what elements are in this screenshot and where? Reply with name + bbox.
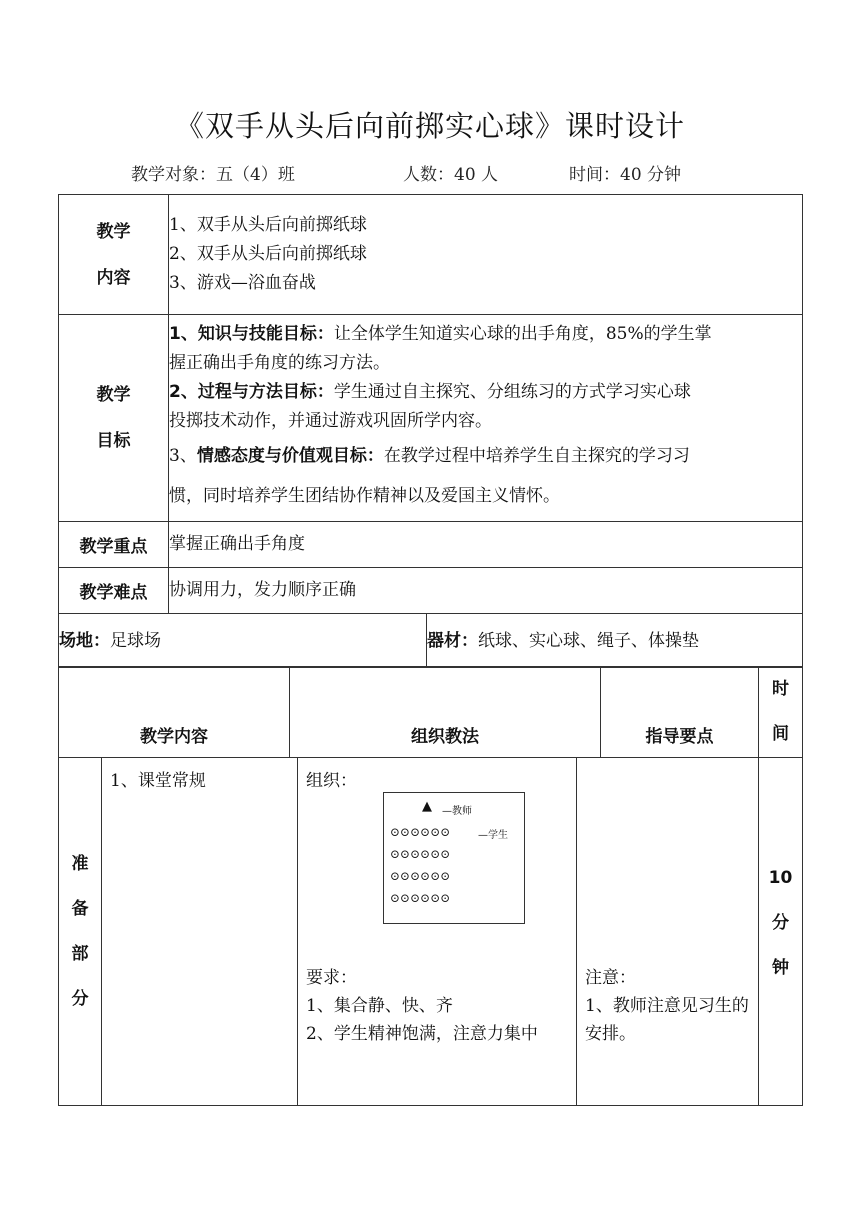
goals-row	[59, 315, 803, 522]
goal-3-prefix: 3、	[169, 446, 197, 466]
prep-content: 1、课堂常规	[102, 758, 298, 1106]
goal-2-text: 学生通过自主探究、分组练习的方式学习实心球	[333, 382, 691, 402]
prep-time: 10 分 钟	[759, 758, 803, 1106]
requirements-label: 要求：	[306, 968, 357, 988]
equipment-cell	[427, 614, 803, 668]
student-row: ⊙⊙⊙⊙⊙⊙	[390, 825, 451, 839]
difficulty-text: 协调用力，发力顺序正确	[169, 568, 803, 614]
requirement-item: 2、学生精神饱满，注意力集中	[306, 1024, 538, 1044]
column-header-row	[59, 667, 803, 758]
goal-3-text: 在教学过程中培养学生自主探究的学习习	[383, 446, 690, 466]
key-point-text: 掌握正确出手角度	[169, 522, 803, 568]
teacher-icon: ▲	[422, 799, 432, 814]
col-method-header: 组织教法	[290, 667, 601, 758]
key-point-header: 教学重点	[59, 522, 169, 568]
col-content-header: 教学内容	[59, 667, 290, 758]
content-item: 2、双手从头后向前掷纸球	[169, 244, 367, 264]
equipment-value: 纸球、实心球、绳子、体操垫	[478, 631, 699, 651]
lesson-time: 时间：40 分钟	[569, 165, 682, 185]
formation-diagram	[383, 792, 525, 924]
goals-header: 教学 目标	[59, 315, 169, 522]
student-legend: —学生	[478, 830, 508, 841]
content-item: 1、双手从头后向前掷纸球	[169, 215, 367, 235]
prep-section-label: 准 备 部 分	[59, 758, 102, 1106]
goal-1-text: 让全体学生知道实心球的出手角度，85%的学生掌	[333, 324, 712, 344]
note-line: 安排。	[585, 1024, 636, 1044]
content-item: 3、游戏—浴血奋战	[169, 273, 316, 293]
requirement-item: 1、集合静、快、齐	[306, 996, 453, 1016]
audience-label: 教学对象：五（4）班	[131, 165, 295, 185]
student-row: ⊙⊙⊙⊙⊙⊙	[390, 869, 451, 883]
student-row: ⊙⊙⊙⊙⊙⊙	[390, 891, 451, 905]
difficulty-row	[59, 568, 803, 614]
column-header-table	[58, 666, 803, 758]
venue-equipment-row	[59, 614, 803, 668]
content-list	[169, 195, 803, 315]
student-count: 人数：40 人	[403, 165, 499, 185]
goals-text	[169, 315, 803, 522]
prep-guidance	[577, 758, 759, 1106]
content-row	[59, 195, 803, 315]
venue-value: 足球场	[110, 631, 161, 651]
goal-3-label: 情感态度与价值观目标：	[196, 446, 384, 466]
difficulty-header: 教学难点	[59, 568, 169, 614]
col-time-header: 时 间	[759, 667, 803, 758]
goal-2-text-cont: 投掷技术动作，并通过游戏巩固所学内容。	[169, 411, 492, 431]
student-row: ⊙⊙⊙⊙⊙⊙	[390, 847, 451, 861]
goal-2-label: 2、过程与方法目标：	[169, 382, 334, 402]
key-point-row	[59, 522, 803, 568]
venue-cell	[59, 614, 427, 668]
org-label: 组织：	[306, 771, 357, 791]
lesson-info-table	[58, 194, 803, 668]
goal-1-text-cont: 握正确出手角度的练习方法。	[169, 353, 390, 373]
content-header: 教学 内容	[59, 195, 169, 315]
equipment-label: 器材：	[427, 631, 478, 651]
goal-1-label: 1、知识与技能目标：	[169, 324, 334, 344]
col-guidance-header: 指导要点	[601, 667, 759, 758]
note-line: 1、教师注意见习生的	[585, 996, 749, 1016]
note-label: 注意：	[585, 968, 636, 988]
document-title: 《双手从头后向前掷实心球》课时设计	[174, 109, 685, 143]
venue-label: 场地：	[59, 631, 110, 651]
goal-3-text-cont: 惯，同时培养学生团结协作精神以及爱国主义情怀。	[169, 486, 560, 506]
teacher-legend: —教师	[442, 806, 472, 817]
